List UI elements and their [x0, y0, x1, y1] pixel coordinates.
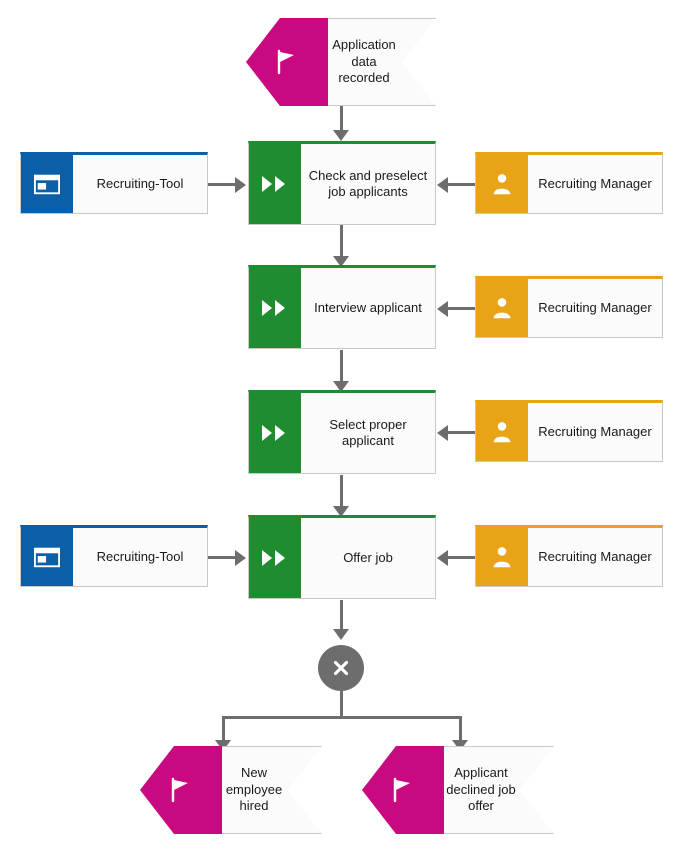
role-recruiting-manager-4[interactable] [475, 525, 663, 587]
person-icon [476, 403, 528, 461]
arrowhead-role1-to-check [437, 177, 448, 193]
role-manager-1-label: Recruiting Manager [538, 175, 652, 191]
role-recruiting-manager-2[interactable] [475, 276, 663, 338]
connector-check-to-interview [340, 225, 343, 259]
connector-role2-to-interview [448, 307, 478, 310]
task-check-label: Check and preselect job applicants [308, 167, 428, 199]
role-manager-3-label: Recruiting Manager [538, 423, 652, 439]
end-event-applicant-declined-job-offer[interactable] [362, 746, 554, 834]
arrowhead-tool1-to-check [235, 177, 246, 193]
connector-gateway-stem [340, 691, 343, 718]
system-tool-1-label: Recruiting-Tool [96, 175, 184, 191]
double-chevron-right-icon [249, 144, 301, 224]
task-interview-label: Interview applicant [314, 299, 422, 315]
arrowhead-role2-to-interview [437, 301, 448, 317]
task-check-and-preselect[interactable] [248, 141, 436, 225]
start-event-application-data-recorded[interactable] [246, 18, 436, 106]
task-offer-label: Offer job [343, 549, 393, 565]
task-select-proper-applicant[interactable] [248, 390, 436, 474]
person-icon [476, 528, 528, 586]
system-recruiting-tool-2[interactable] [20, 525, 208, 587]
role-manager-4-label: Recruiting Manager [538, 548, 652, 564]
double-chevron-right-icon [249, 393, 301, 473]
connector-gateway-to-hired [222, 716, 225, 743]
arrowhead-role4-to-offer [437, 550, 448, 566]
double-chevron-right-icon [249, 518, 301, 598]
flag-icon [388, 776, 416, 804]
role-manager-2-label: Recruiting Manager [538, 299, 652, 315]
arrowhead-start-to-check [333, 130, 349, 141]
flag-icon [272, 48, 300, 76]
connector-role4-to-offer [448, 556, 478, 559]
end-event-declined-label: Applicant declined job offer [446, 764, 516, 814]
task-offer-job[interactable] [248, 515, 436, 599]
arrowhead-offer-to-gateway [333, 629, 349, 640]
connector-gateway-to-declined [459, 716, 462, 743]
connector-tool1-to-check [208, 183, 238, 186]
start-event-label: Application data recorded [332, 36, 396, 86]
arrowhead-tool2-to-offer [235, 550, 246, 566]
end-event-hired-label: New employee hired [225, 764, 283, 814]
connector-start-to-check [340, 105, 343, 131]
system-tool-2-label: Recruiting-Tool [96, 548, 184, 564]
system-recruiting-tool-1[interactable] [20, 152, 208, 214]
connector-role1-to-check [448, 183, 478, 186]
connector-offer-to-gateway [340, 600, 343, 632]
connector-role3-to-select [448, 431, 478, 434]
x-mark-icon [330, 657, 352, 679]
role-recruiting-manager-1[interactable] [475, 152, 663, 214]
task-interview-applicant[interactable] [248, 265, 436, 349]
arrowhead-role3-to-select [437, 425, 448, 441]
role-recruiting-manager-3[interactable] [475, 400, 663, 462]
application-window-icon [21, 155, 73, 213]
task-select-label: Select proper applicant [329, 416, 407, 448]
connector-interview-to-select [340, 350, 343, 384]
person-icon [476, 279, 528, 337]
connector-gateway-horizontal [222, 716, 462, 719]
connector-select-to-offer [340, 475, 343, 509]
flag-icon [166, 776, 194, 804]
double-chevron-right-icon [249, 268, 301, 348]
connector-tool2-to-offer [208, 556, 238, 559]
application-window-icon [21, 528, 73, 586]
end-event-new-employee-hired[interactable] [140, 746, 322, 834]
gateway-exclusive[interactable] [318, 645, 364, 691]
person-icon [476, 155, 528, 213]
